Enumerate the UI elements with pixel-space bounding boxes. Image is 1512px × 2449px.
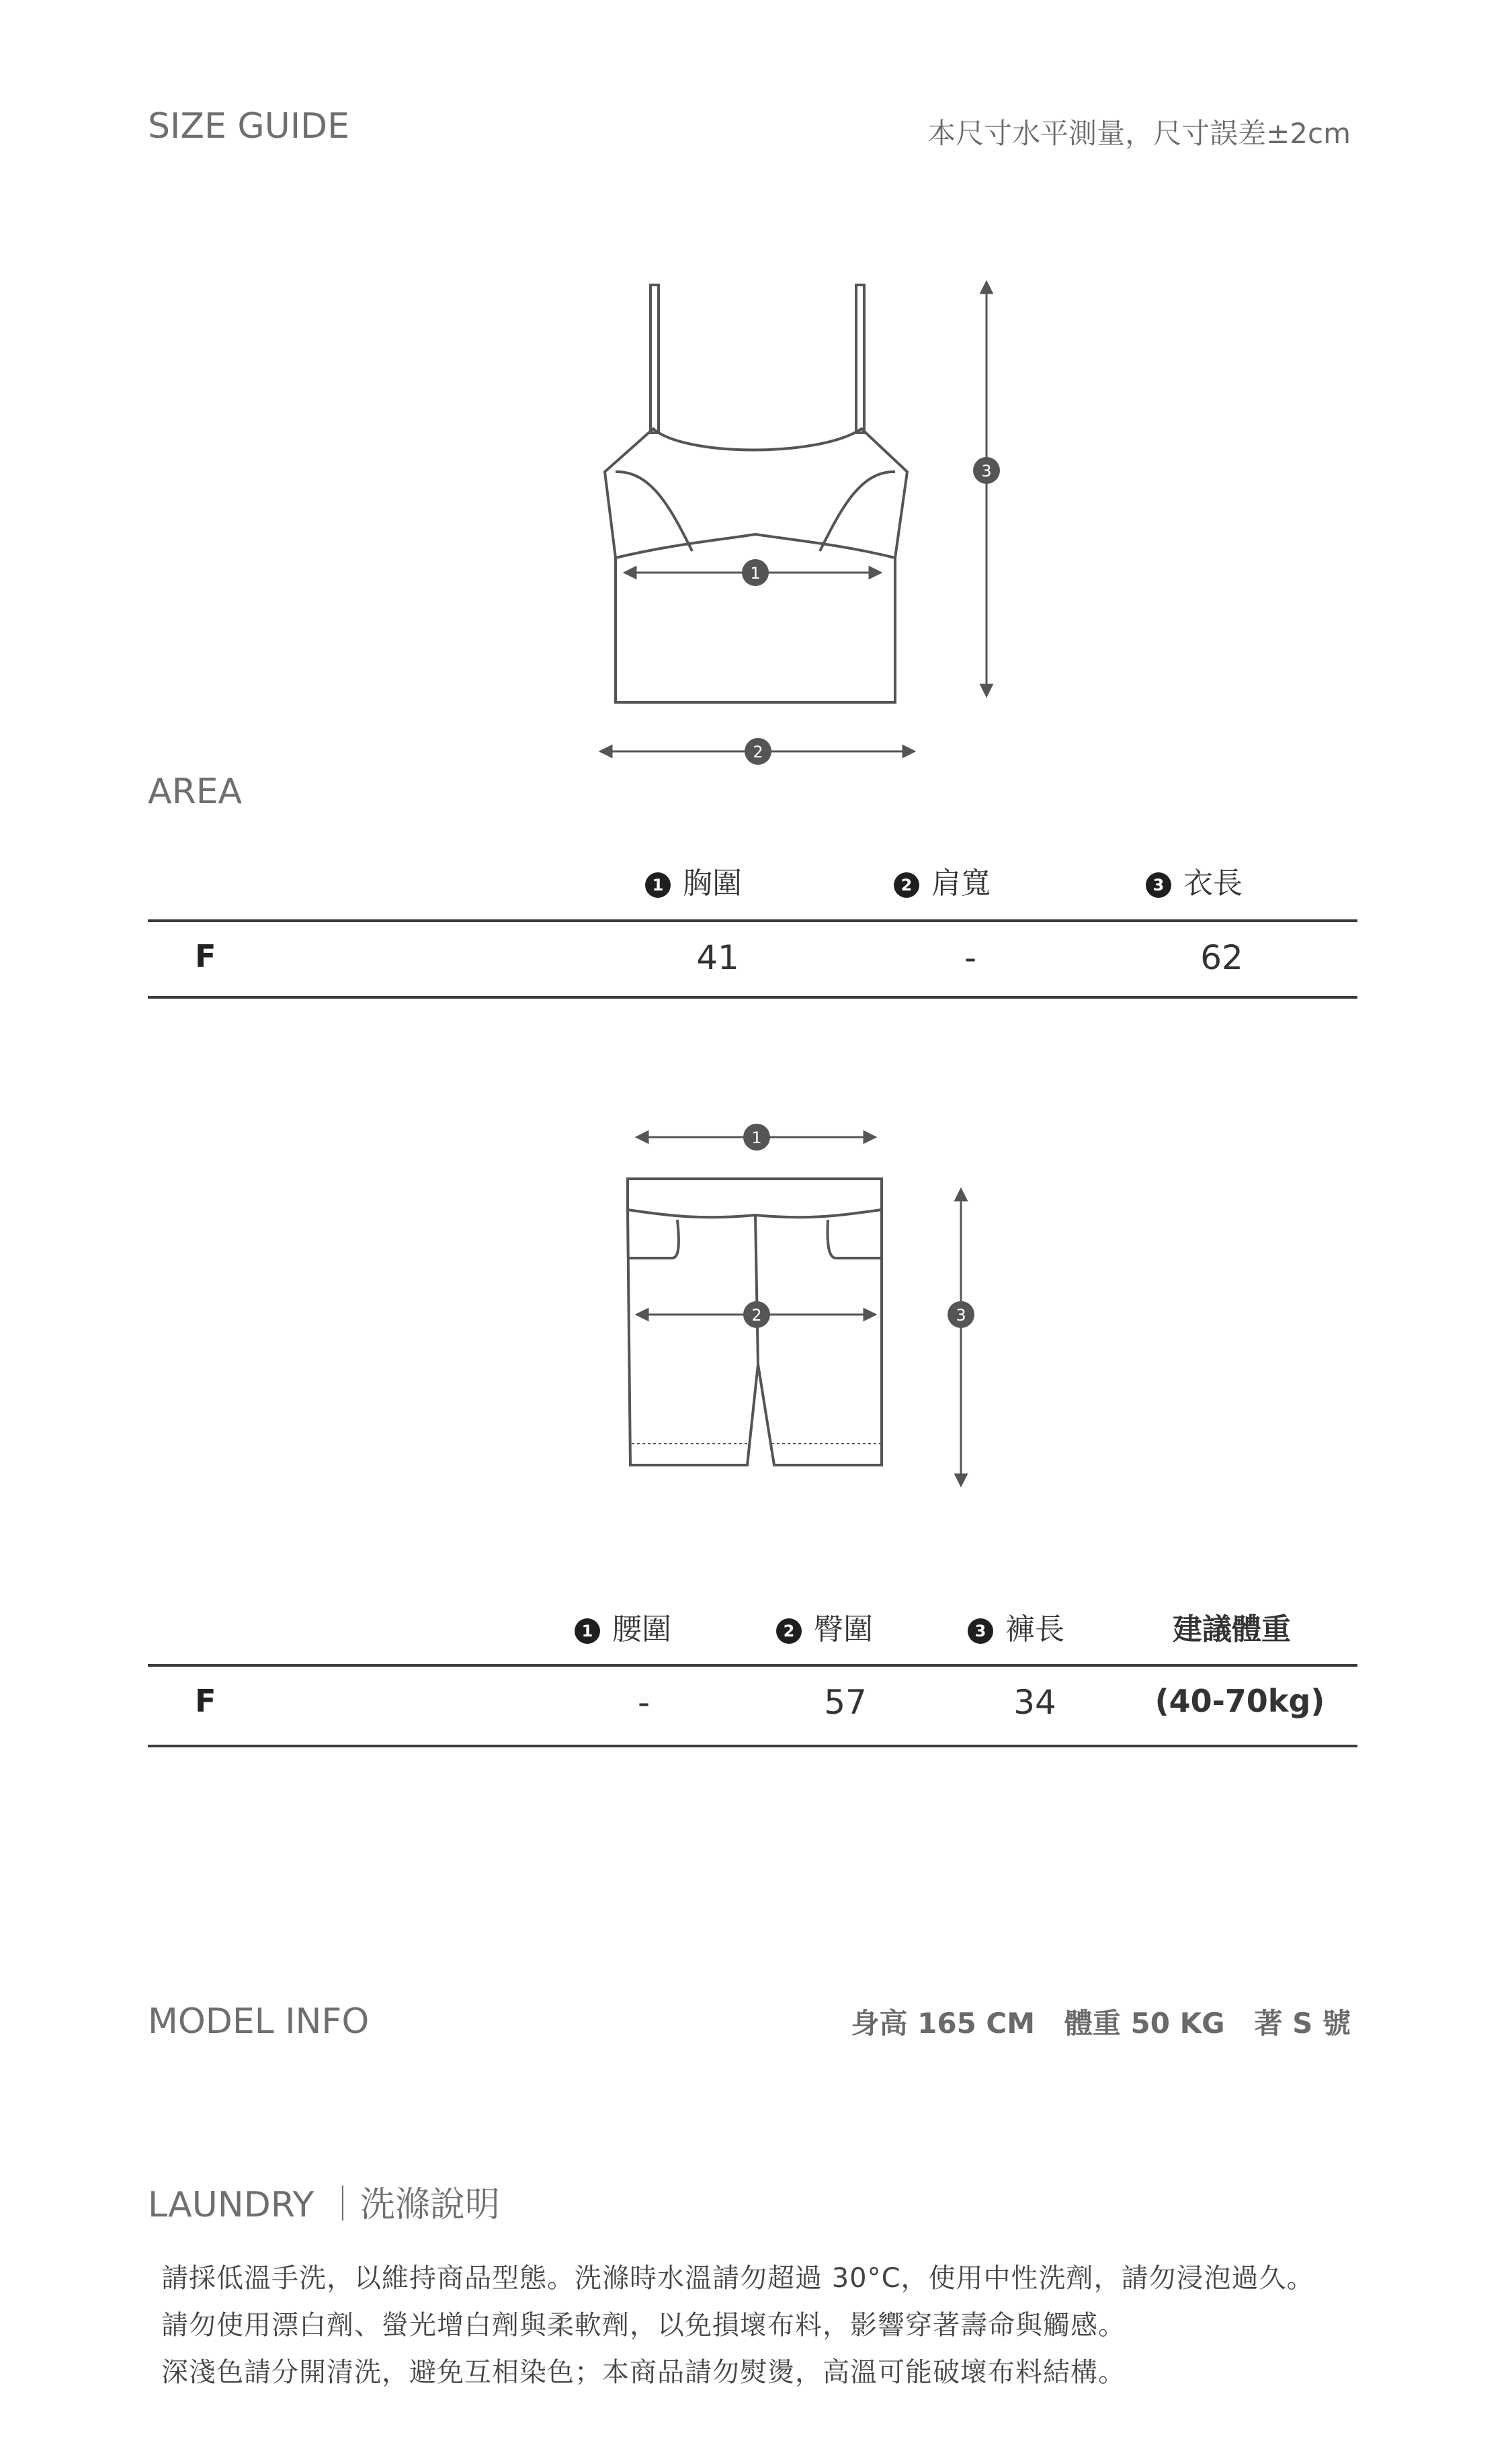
badge-2-bottom [743,1301,770,1328]
left-pocket [629,1220,679,1258]
column-label: 臀圍 [814,1612,873,1647]
table-rule [148,1664,1357,1667]
pants-length-value: 34 [1013,1683,1056,1722]
camisole-diagram [591,269,1008,780]
table-rule [148,996,1357,999]
column-shoulder [894,859,991,902]
chest-value: 41 [696,938,739,977]
shorts-diagram [605,1109,1008,1499]
table-rule [148,1745,1357,1747]
badge-1: 1 [645,872,671,898]
suggested-weight-value: (40-70kg) [1154,1683,1325,1719]
badge-2: 2 [776,1618,802,1644]
laundry-line-2: 請勿使用漂白劑、螢光增白劑與柔軟劑，以免損壞布料，影響穿著壽命與觸感。 [161,2310,1126,2341]
column-label: 腰圍 [612,1612,671,1647]
column-label: 肩寬 [931,866,991,901]
svg-text:2: 2 [751,1306,762,1325]
badge-3: 3 [968,1618,993,1644]
badge-3: 3 [1146,872,1171,898]
left-strap [650,285,659,433]
center-seam [755,1215,758,1364]
badge-2: 2 [894,872,919,898]
column-label: 衣長 [1183,866,1243,901]
table-rule [148,919,1357,922]
size-label-f: F [195,1683,216,1719]
column-hip [776,1605,873,1648]
underbust-seam [616,534,895,558]
column-waist [575,1605,671,1648]
column-label: 褲長 [1005,1612,1064,1647]
column-label: 胸圍 [683,866,742,901]
shoulder-value: - [964,938,977,977]
badge-3-bottom [948,1301,974,1328]
badge-1: 1 [575,1618,600,1644]
column-suggested-weight: 建議體重 [1173,1612,1291,1647]
waistband [628,1179,882,1217]
length-value: 62 [1200,938,1243,977]
size-label-f: F [195,938,216,974]
model-info-title: MODEL INFO [148,2001,370,2042]
right-pocket [828,1220,882,1258]
svg-text:2: 2 [753,743,763,761]
badge-1-top [742,559,769,586]
left-cup-seam [616,472,692,551]
waist-value: - [637,1683,650,1722]
laundry-line-3: 深淺色請分開清洗，避免互相染色；本商品請勿熨燙，高溫可能破壞布料結構。 [161,2357,1126,2388]
badge-1-bottom [743,1124,770,1151]
laundry-title: LAUNDRY ｜洗滌說明 [148,2185,500,2225]
column-chest [645,859,742,902]
badge-3-top [973,457,1000,484]
right-cup-seam [820,472,895,551]
size-guide-title: SIZE GUIDE [148,106,349,147]
hip-value: 57 [824,1683,867,1722]
right-strap [856,285,864,433]
column-pants-length [968,1605,1064,1648]
svg-text:3: 3 [956,1306,966,1325]
measurement-note: 本尺寸水平測量，尺寸誤差±2cm [927,117,1351,150]
svg-text:1: 1 [751,1128,762,1147]
svg-text:1: 1 [750,564,761,583]
badge-2-top [745,738,771,765]
column-length [1146,859,1243,902]
laundry-line-1: 請採低溫手洗，以維持商品型態。洗滌時水溫請勿超過 30°C，使用中性洗劑，請勿浸泡過久。 [161,2263,1314,2294]
svg-text:3: 3 [981,462,992,481]
area-label: AREA [148,772,243,812]
model-info-details: 身高 165 CM 體重 50 KG 著 S 號 [851,2007,1351,2040]
